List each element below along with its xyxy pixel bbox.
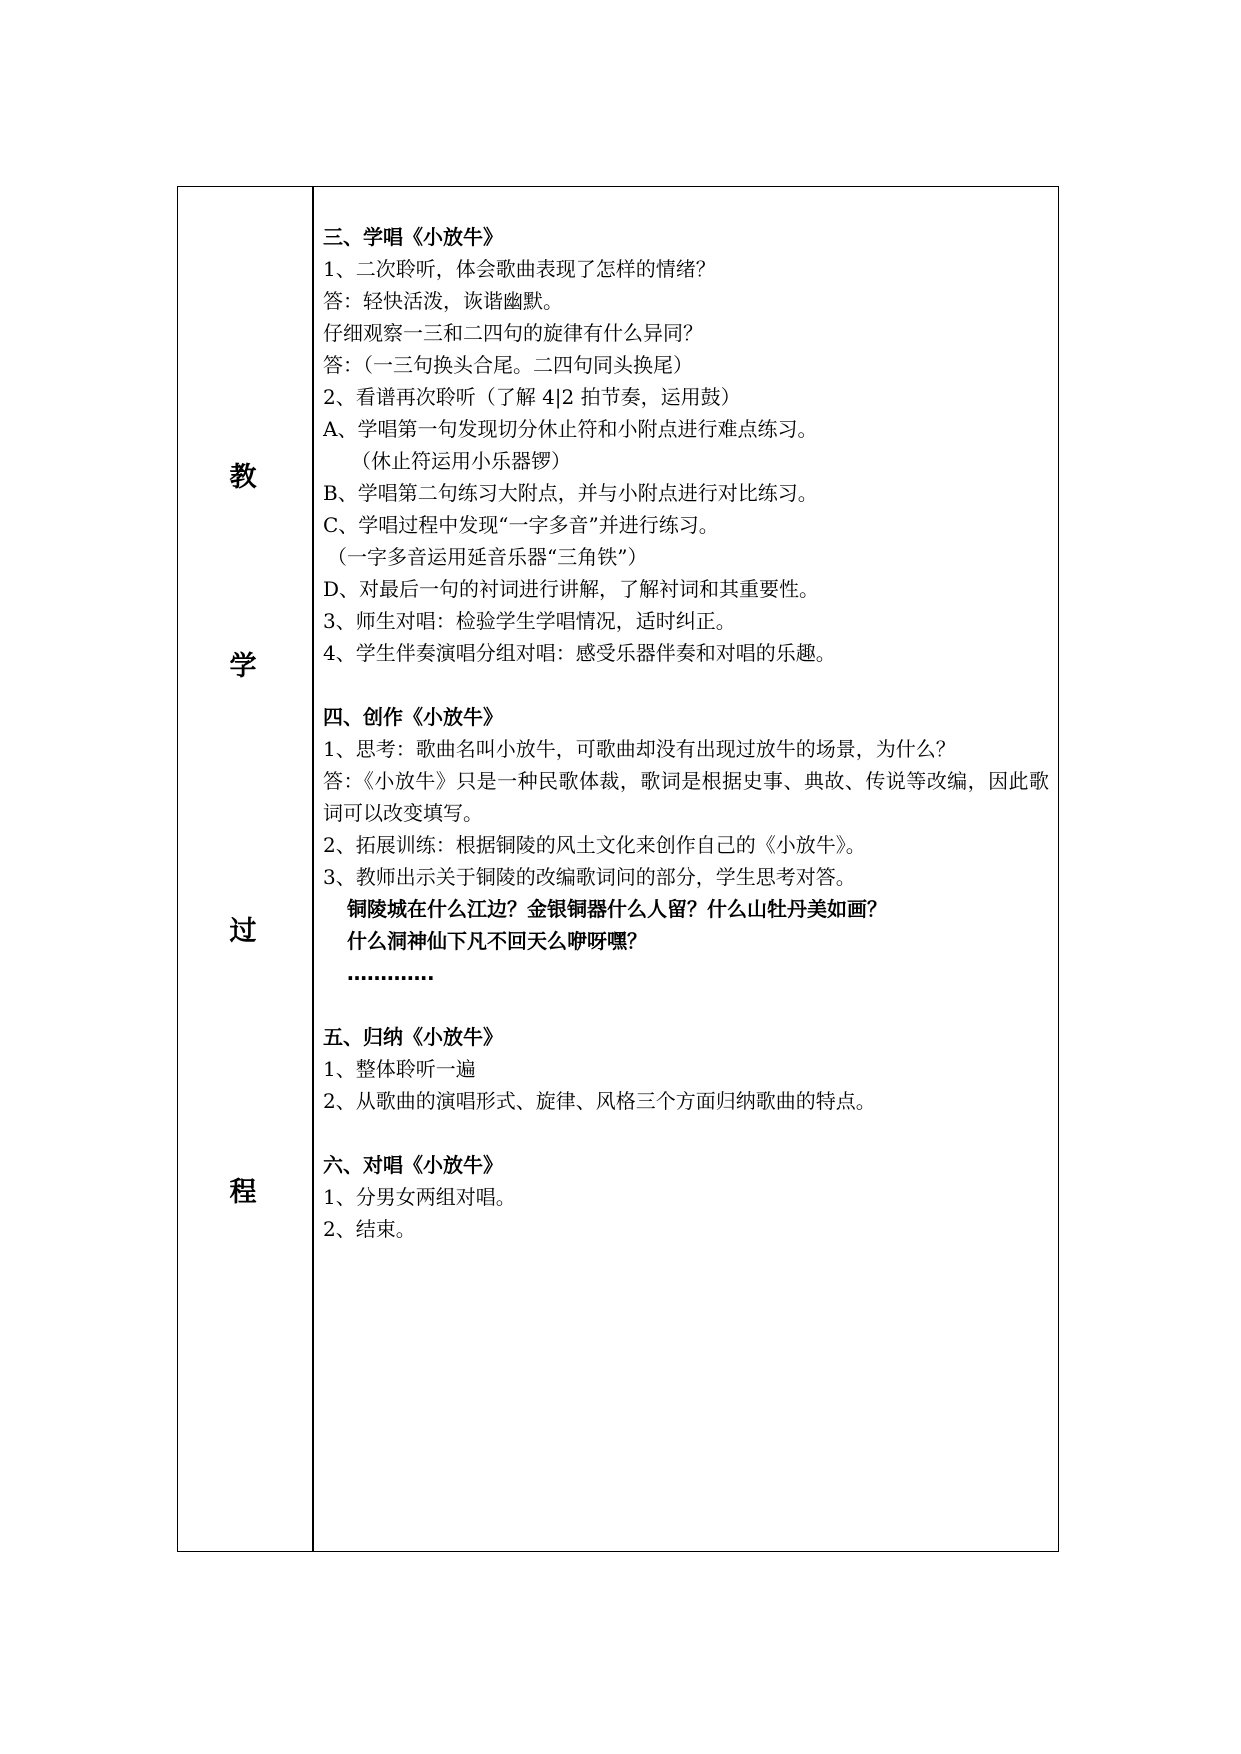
content-line: 答：（一三句换头合尾。二四句同头换尾） [323,353,693,377]
left-label-char-1: 教 [229,462,257,493]
content-line: B、学唱第二句练习大附点，并与小附点进行对比练习。 [323,481,818,505]
section-heading-5: 五、归纳《小放牛》 [323,1025,503,1049]
content-line: （一字多音运用延音乐器“三角铁”） [327,545,648,569]
left-label-char-2: 学 [229,651,257,682]
content-line: A、学唱第一句发现切分休止符和小附点进行难点练习。 [323,417,818,441]
content-line: 3、师生对唱：检验学生学唱情况，适时纠正。 [323,609,736,633]
content-line: 1、整体聆听一遍 [323,1057,476,1081]
content-line: 4、学生伴奏演唱分组对唱：感受乐器伴奏和对唱的乐趣。 [323,641,836,665]
spacer [323,1117,1049,1149]
content-line: 3、教师出示关于铜陵的改编歌词问的部分，学生思考对答。 [323,865,856,889]
lyric-question-line: 什么洞神仙下凡不回天么咿呀嘿？ [347,929,647,953]
content-line: 仔细观察一三和二四句的旋律有什么异同？ [323,321,703,345]
content-line: 2、从歌曲的演唱形式、旋律、风格三个方面归纳歌曲的特点。 [323,1089,876,1113]
content-line: 2、拓展训练：根据铜陵的风土文化来创作自己的《小放牛》。 [323,833,866,857]
section-heading-4: 四、创作《小放牛》 [323,705,503,729]
lesson-content [323,221,1049,1245]
spacer [323,989,1049,1021]
content-line: 1、二次聆听，体会歌曲表现了怎样的情绪？ [323,257,716,281]
content-line: C、学唱过程中发现“一字多音”并进行练习。 [323,513,719,537]
content-line: （休止符运用小乐器锣） [351,449,571,473]
content-line: 2、看谱再次聆听（了解 4|2 拍节奏，运用鼓） [323,385,741,409]
column-divider [312,187,314,1551]
lesson-table [177,186,1059,1552]
content-line: 2、结束。 [323,1217,416,1241]
section-heading-3: 三、学唱《小放牛》 [323,225,503,249]
ellipsis-line: …………. [347,961,435,985]
content-paragraph: 1、思考：歌曲名叫小放牛，可歌曲却没有出现过放牛的场景，为什么？ [323,737,956,761]
left-label-char-3: 过 [229,916,257,947]
left-label-char-4: 程 [229,1177,257,1208]
content-paragraph: 答：《小放牛》只是一种民歌体裁，歌词是根据史事、典故、传说等改编，因此歌词可以改变填写。 [323,769,1049,825]
lyric-question-line: 铜陵城在什么江边？金银铜器什么人留？什么山牡丹美如画？ [347,897,887,921]
content-line: 1、分男女两组对唱。 [323,1185,516,1209]
content-line: D、对最后一句的衬词进行讲解，了解衬词和其重要性。 [323,577,820,601]
spacer [323,669,1049,701]
section-heading-6: 六、对唱《小放牛》 [323,1153,503,1177]
content-line: 答：轻快活泼，诙谐幽默。 [323,289,563,313]
